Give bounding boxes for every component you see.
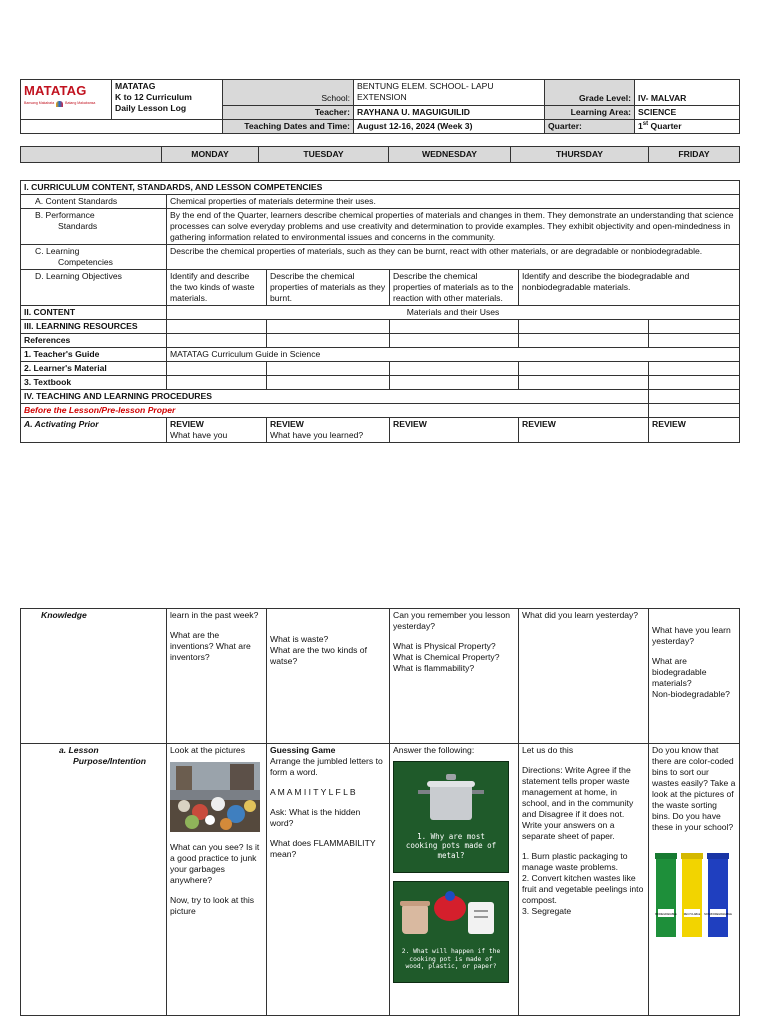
teacher-label: Teacher: <box>223 106 354 120</box>
waste-bins-illustration <box>652 847 732 947</box>
learning-competencies-label: C. Learning Competencies <box>21 245 167 270</box>
references-label: References <box>21 334 167 348</box>
textbook-label: 3. Textbook <box>21 376 167 390</box>
chalkboard-pot-question: 1. Why are most cooking pots made of metal? <box>393 761 509 873</box>
performance-standards-label: B. Performance Standards <box>21 209 167 245</box>
purpose-thursday: Let us do this Directions: Write Agree if the statement tells proper waste management at home, in school, and in the community and Disagree if it does not. Write your answers on a separate sheet of paper. 1. Burn plastic packaging to manage waste problems. 2. Convert kitchen wastes like fruit and vegetable peelings into compost. 3. Segregate <box>519 744 649 1016</box>
activating-wednesday: REVIEW <box>390 418 519 443</box>
knowledge-label: Knowledge <box>21 609 167 744</box>
logo-tagline-left: Bansang Makabata <box>24 101 55 106</box>
header-table <box>20 79 740 134</box>
days-blank <box>21 147 162 163</box>
school-value: BENTUNG ELEM. SCHOOL- LAPU EXTENSION <box>354 80 545 106</box>
purpose-wednesday: Answer the following: 1. Why are most cooking pots made of metal? 2. What will happen if the cooking pot is made of wood, plastic, or paper? <box>390 744 519 1016</box>
quarter-value: 1st Quarter <box>635 120 740 134</box>
before-lesson-label: Before the Lesson/Pre-lesson Proper <box>21 404 649 418</box>
learning-competencies-value: Describe the chemical properties of materials, such as they can be burnt, react with other materials, or are degradable or nonbiodegradable. <box>167 245 740 270</box>
activating-tuesday: REVIEW What have you learned? <box>267 418 390 443</box>
logo-tagline-right: Batang Makabansa <box>65 101 96 106</box>
day-monday: MONDAY <box>162 147 259 163</box>
pots-materials-icon <box>394 884 508 946</box>
cooking-pot-icon <box>394 764 508 834</box>
quarter-label: Quarter: <box>545 120 635 134</box>
knowledge-thursday: What did you learn yesterday? <box>519 609 649 744</box>
chalkboard-material-question: 2. What will happen if the cooking pot is made of wood, plastic, or paper? <box>393 881 509 983</box>
objective-wednesday: Describe the chemical properties of materials as to the reaction with other materials. <box>390 270 519 306</box>
dates-label: Teaching Dates and Time: <box>223 120 354 134</box>
procedures-label: IV. TEACHING AND LEARNING PROCEDURES <box>21 390 649 404</box>
learners-material-label: 2. Learner's Material <box>21 362 167 376</box>
performance-standards-value: By the end of the Quarter, learners describe chemical properties of materials and changes in them. They demonstrate an understanding that science processes can solve everyday problems and use creativity and determination to provide examples. They exhibit objectivity and open-mindedness in gathering information related to environmental issues and concerns in the community. <box>167 209 740 245</box>
lesson-log-table <box>20 180 740 443</box>
activating-friday: REVIEW <box>649 418 740 443</box>
bin-label-biodegradable: BIODEGRADABLE <box>655 913 677 916</box>
lesson-log-table-continued <box>20 608 740 1016</box>
knowledge-tuesday: What is waste? What are the two kinds of watse? <box>267 609 390 744</box>
garbage-photo <box>170 762 260 832</box>
teacher-value: RAYHANA U. MAGUIGUILID <box>354 106 545 120</box>
objective-monday: Identify and describe the two kinds of waste materials. <box>167 270 267 306</box>
teachers-guide-value: MATATAG Curriculum Guide in Science <box>167 348 740 362</box>
school-label: School: <box>223 80 354 106</box>
area-label: Learning Area: <box>545 106 635 120</box>
area-value: SCIENCE <box>635 106 740 120</box>
teachers-guide-label: 1. Teacher's Guide <box>21 348 167 362</box>
objective-tuesday: Describe the chemical properties of materials as they burnt. <box>267 270 390 306</box>
knowledge-friday: What have you learn yesterday? What are biodegradable materials? Non-biodegradable? <box>649 609 740 744</box>
dates-value: August 12-16, 2024 (Week 3) <box>354 120 545 134</box>
knowledge-wednesday: Can you remember you lesson yesterday? What is Physical Property? What is Chemical Property? What is flammability? <box>390 609 519 744</box>
purpose-tuesday: Guessing Game Arrange the jumbled letters to form a word. A M A M I I T Y L F L B Ask: What is the hidden word? What does FLAMMABILITY mean? <box>267 744 390 1016</box>
activating-thursday: REVIEW <box>519 418 649 443</box>
content-standards-label: A. Content Standards <box>21 195 167 209</box>
heart-icon <box>56 101 63 107</box>
lesson-purpose-label: a. Lesson Purpose/Intention <box>21 744 167 1016</box>
day-thursday: THURSDAY <box>511 147 649 163</box>
blank-cell <box>21 120 223 134</box>
bin-label-recyclable: RECYCLABLE <box>683 913 701 916</box>
matatag-logo <box>21 80 112 120</box>
purpose-friday: Do you know that there are color-coded bins to sort our wastes easily? Take a look at the pictures of the waste sorting bins. Do you have these in your school? BIODEGRADABLE RECYCLABLE NON-BIODEGRADABLE <box>649 744 740 1016</box>
grade-value: IV- MALVAR <box>635 80 740 106</box>
bin-label-non-biodegradable: NON-BIODEGRADABLE <box>704 913 732 916</box>
logo-wordmark: MATATAG <box>24 83 87 98</box>
day-friday: FRIDAY <box>649 147 740 163</box>
section-curriculum: I. CURRICULUM CONTENT, STANDARDS, AND LESSON COMPETENCIES <box>21 181 740 195</box>
day-tuesday: TUESDAY <box>259 147 389 163</box>
content-value: Materials and their Uses <box>167 306 740 320</box>
jumbled-letters: A M A M I I T Y L F L B <box>270 787 356 797</box>
days-header <box>20 146 740 163</box>
purpose-monday: Look at the pictures What can you see? Is it a good practice to junk your garbages anywhere? Now, try to look at this picture <box>167 744 267 1016</box>
learning-resources-label: III. LEARNING RESOURCES <box>21 320 167 334</box>
content-label: II. CONTENT <box>21 306 167 320</box>
content-standards-value: Chemical properties of materials determine their uses. <box>167 195 740 209</box>
activating-prior-label: A. Activating Prior <box>21 418 167 443</box>
day-wednesday: WEDNESDAY <box>389 147 511 163</box>
objective-thursday-friday: Identify and describe the biodegradable and nonbiodegradable materials. <box>519 270 740 306</box>
grade-label: Grade Level: <box>545 80 635 106</box>
activating-monday: REVIEW What have you <box>167 418 267 443</box>
learning-objectives-label: D. Learning Objectives <box>21 270 167 306</box>
doc-title: MATATAG K to 12 Curriculum Daily Lesson Log <box>112 80 223 120</box>
knowledge-monday: learn in the past week? What are the inventions? What are inventors? <box>167 609 267 744</box>
